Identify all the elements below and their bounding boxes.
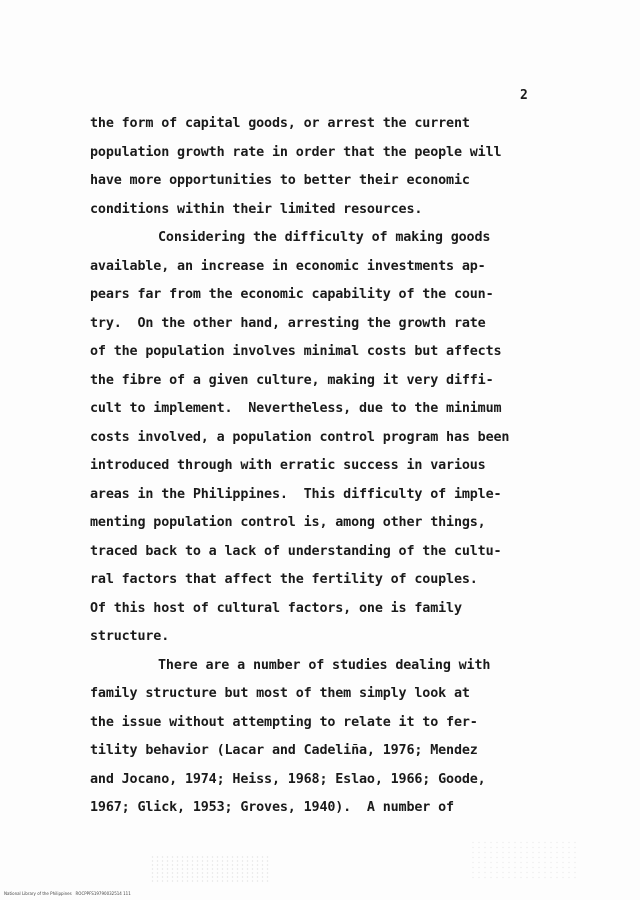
- scan-noise: [150, 855, 270, 883]
- paragraph-first-line: Considering the difficulty of making goods: [158, 230, 491, 245]
- text-line: introduced through with erratic success in various: [90, 458, 486, 473]
- paragraph-first-line: There are a number of studies dealing with: [158, 657, 491, 673]
- text-line: structure.: [90, 629, 170, 644]
- text-line: available, an increase in economic investments ap-: [90, 258, 486, 274]
- text-line: of the population involves minimal costs but affects: [90, 344, 502, 359]
- text-line: pears far from the economic capability of the coun-: [90, 287, 494, 302]
- text-line: population growth rate in order that the people will: [90, 144, 502, 160]
- text-line: ral factors that affect the fertility of couples.: [90, 572, 478, 587]
- text-line: the form of capital goods, or arrest the current: [90, 116, 470, 131]
- scan-noise: [470, 840, 580, 880]
- text-line: have more opportunities to better their economic: [90, 173, 470, 188]
- text-line: costs involved, a population control program has been: [90, 429, 510, 445]
- text-line: cult to implement. Nevertheless, due to the minimum: [90, 401, 502, 416]
- page-number: 2: [520, 88, 528, 103]
- footer-text: National Library of the Philippines ROCPPFS19790032514 111: [4, 891, 131, 896]
- text-line: tility behavior (Lacar and Cadeliña, 1976; Mendez: [90, 743, 478, 758]
- text-line: areas in the Philippines. This difficulty of imple-: [90, 486, 502, 502]
- text-line: Of this host of cultural factors, one is family: [90, 600, 462, 616]
- text-line: traced back to a lack of understanding of the cultu-: [90, 543, 502, 559]
- text-line: and Jocano, 1974; Heiss, 1968; Eslao, 1966; Goode,: [90, 771, 486, 787]
- text-line: the issue without attempting to relate it to fer-: [90, 714, 478, 730]
- text-line: conditions within their limited resources.: [90, 201, 423, 217]
- text-line: family structure but most of them simply look at: [90, 686, 470, 701]
- text-line: 1967; Glick, 1953; Groves, 1940). A number of: [90, 800, 454, 815]
- text-line: menting population control is, among other things,: [90, 515, 486, 530]
- text-line: the fibre of a given culture, making it very diffi-: [90, 372, 494, 388]
- text-line: try. On the other hand, arresting the growth rate: [90, 315, 486, 331]
- body-text: [90, 110, 560, 823]
